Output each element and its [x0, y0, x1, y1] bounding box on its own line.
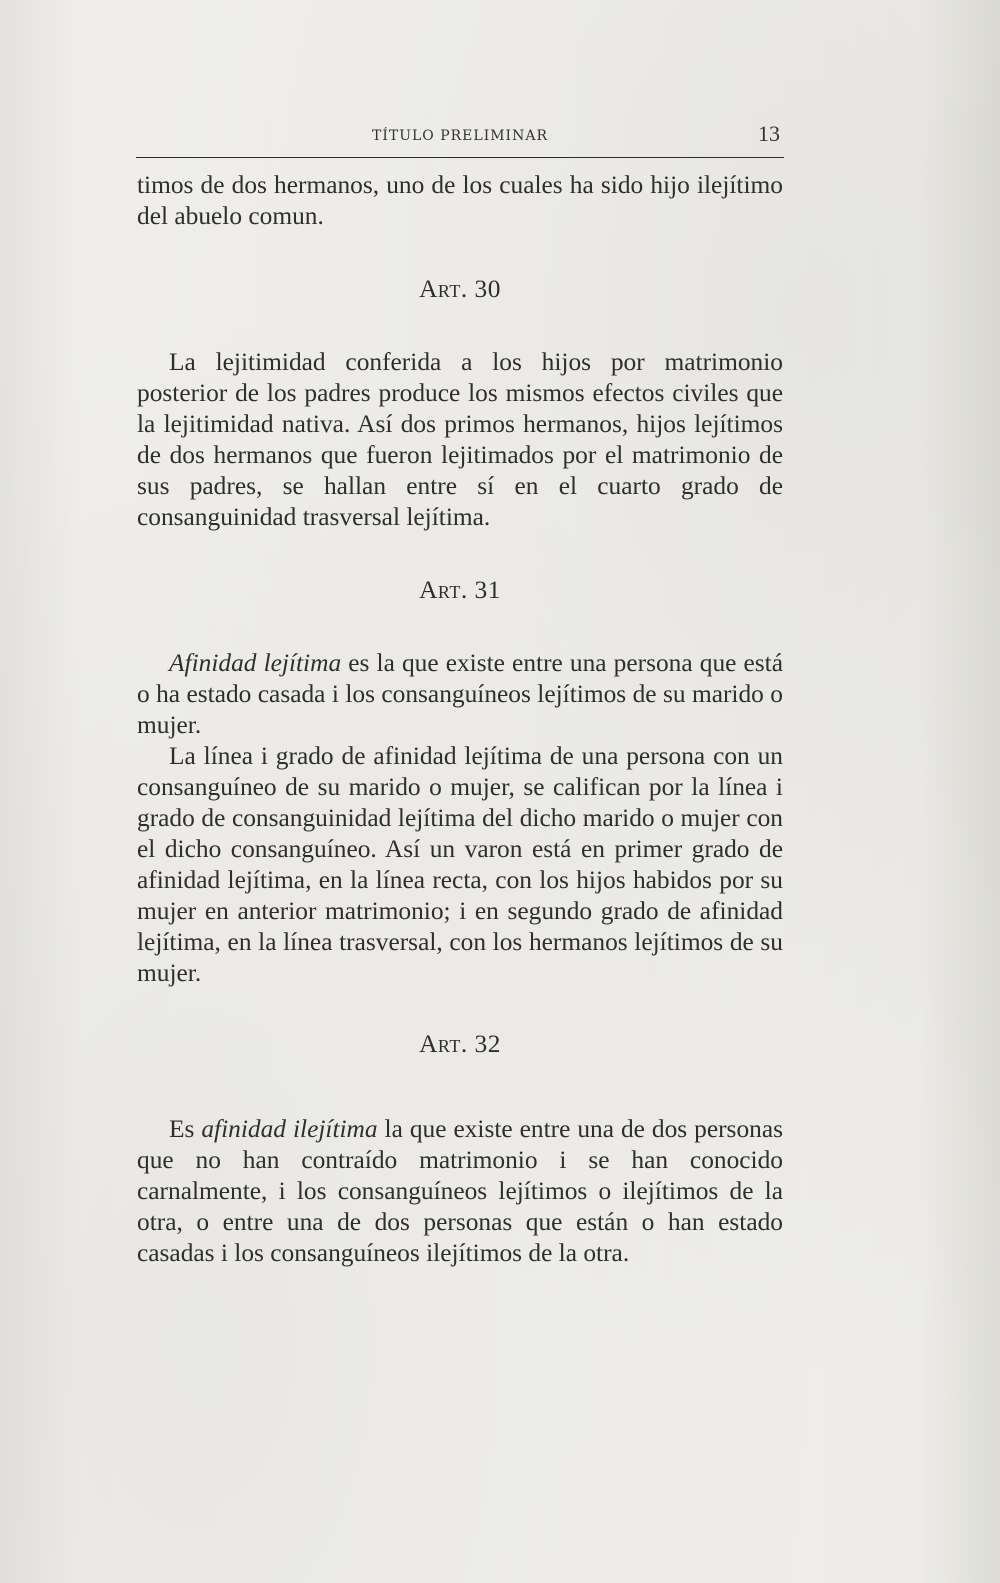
article-31-heading: Art. 31	[419, 576, 501, 604]
continuation-paragraph: timos de dos hermanos, uno de los cuales ha sido hijo ilejítimo del abuelo comun.	[137, 171, 783, 230]
page-number: 13	[758, 121, 780, 146]
defined-term-afinidad-lejitima: Afinidad lejítima	[169, 649, 342, 677]
page-body	[137, 170, 783, 1269]
article-32-text: la que existe entre una de dos personas que no han contraído matrimonio i se han conocido carnalmente, i los consanguíneos lejítimos o ilejítimos de la otra, o entre una de dos personas que están o han estado casadas i los consanguíneos ilejítimos de la otra.	[137, 1115, 783, 1267]
page-header	[136, 117, 784, 158]
running-head: TÍTULO PRELIMINAR	[371, 128, 548, 144]
article-32-heading: Art. 32	[419, 1030, 501, 1058]
article-31-paragraph-1	[137, 648, 783, 741]
article-30-heading: Art. 30	[419, 275, 501, 303]
article-32-paragraph	[137, 1114, 783, 1269]
article-31-paragraph-2: La línea i grado de afinidad lejítima de una persona con un consanguíneo de su marido o mujer, se califican por la línea i grado de consanguinidad lejítima del dicho marido o mujer con el dicho consanguíneo. Así un varon está en primer grado de afinidad lejítima, en la línea recta, con los hijos habidos por su mujer en anterior matrimonio; i en segundo grado de afinidad lejítima, en la línea trasversal, con los hermanos lejítimos de su mujer.	[137, 742, 783, 987]
article-31-paragraph-1-text: es la que existe entre una persona que está o ha estado casada i los consanguíneos lejítimos de su marido o mujer.	[137, 649, 783, 739]
article-30-paragraph: La lejitimidad conferida a los hijos por matrimonio posterior de los padres produce los mismos efectos civiles que la lejitimidad nativa. Así dos primos hermanos, hijos lejítimos de dos hermanos que fueron lejitimados por el matrimonio de sus padres, se hallan entre sí en el cuarto grado de consanguinidad trasversal lejítima.	[137, 348, 783, 531]
article-32-lead: Es	[169, 1115, 202, 1143]
defined-term-afinidad-ilejitima: afinidad ilejítima	[201, 1115, 378, 1143]
